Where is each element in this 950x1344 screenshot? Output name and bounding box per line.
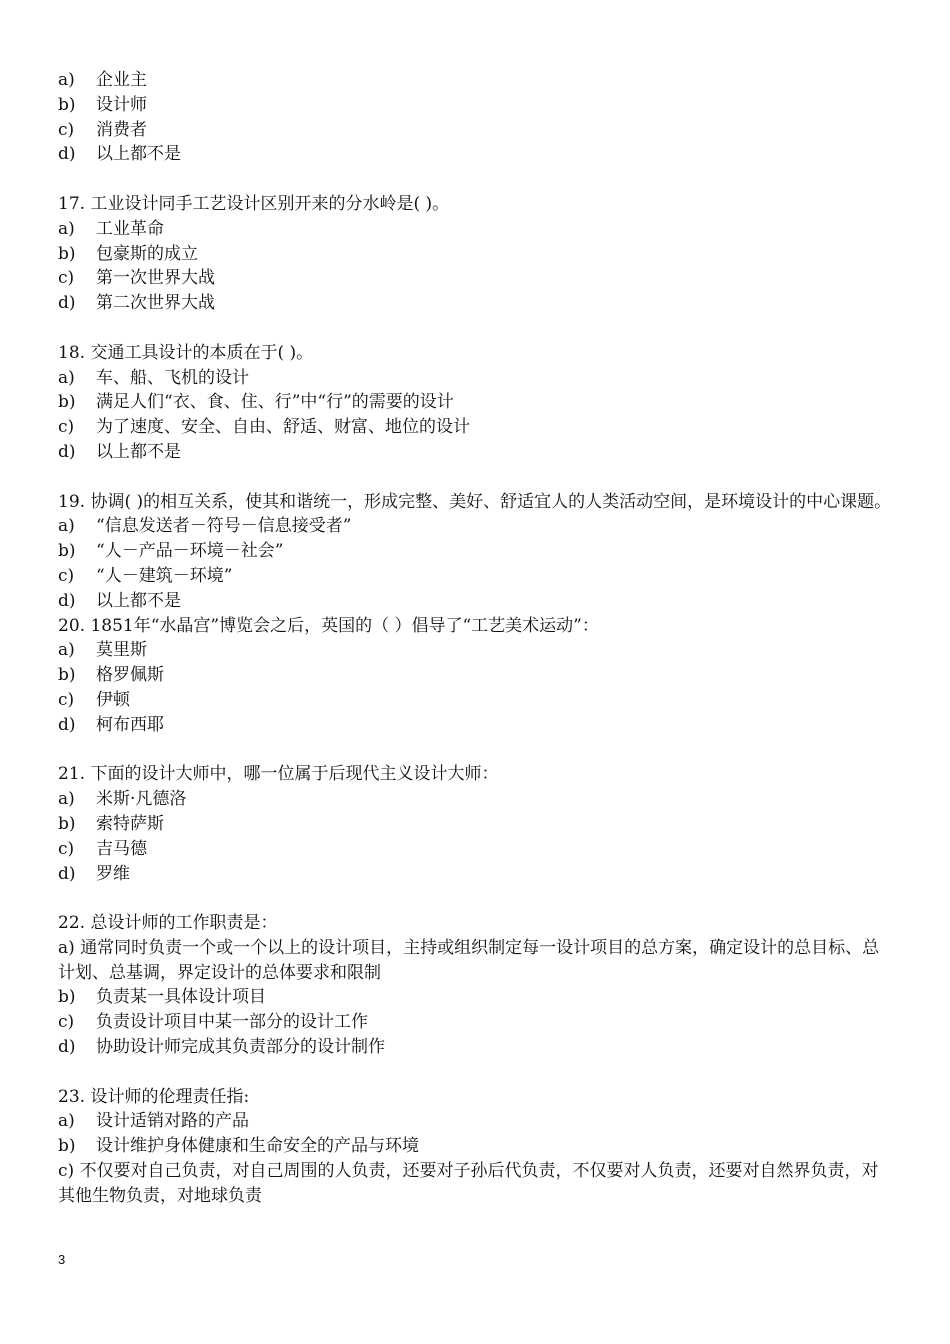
option-b: b) 包豪斯的成立: [58, 243, 198, 264]
option-a: a) “信息发送者－符号－信息接受者”: [58, 516, 352, 537]
question-stem: 20. 1851年“水晶宫”博览会之后，英国的（ ）倡导了“工艺美术运动”：: [58, 615, 599, 636]
question-stem: 17. 工业设计同手工艺设计区别开来的分水岭是( )。: [58, 193, 450, 214]
option-d: d) 罗维: [58, 863, 130, 884]
question-21-block: [58, 762, 894, 886]
option-d: d) 协助设计师完成其负责部分的设计制作: [58, 1037, 385, 1058]
question-20-block: [58, 614, 894, 738]
option-b: b) 格罗佩斯: [58, 665, 164, 686]
question-stem: 19. 协调( )的相互关系，使其和谐统一，形成完整、美好、舒适宜人的人类活动空间，是环境设计的中心课题。: [58, 491, 892, 512]
option-a: a) 莫里斯: [58, 640, 147, 661]
option-b: b) 索特萨斯: [58, 813, 164, 834]
option-d: d) 第二次世界大战: [58, 293, 215, 314]
option-c: c) 消费者: [58, 119, 147, 140]
option-c: c) 伊顿: [58, 689, 130, 710]
option-c: c) 为了速度、安全、自由、舒适、财富、地位的设计: [58, 417, 470, 438]
question-stem: 18. 交通工具设计的本质在于( )。: [58, 342, 314, 363]
option-c: c) 负责设计项目中某一部分的设计工作: [58, 1012, 368, 1033]
question-23-block: [58, 1085, 894, 1209]
option-a: a) 通常同时负责一个或一个以上的设计项目，主持或组织制定每一设计项目的总方案，确定设计的总目标、总计划、总基调，界定设计的总体要求和限制: [58, 937, 880, 983]
option-b: b) 设计维护身体健康和生命安全的产品与环境: [58, 1136, 419, 1157]
question-18-block: [58, 341, 894, 465]
question-stem: 23. 设计师的伦理责任指:: [58, 1086, 250, 1107]
option-d: d) 柯布西耶: [58, 714, 164, 735]
question-16-block: [58, 68, 894, 167]
option-b: b) “人－产品－环境－社会”: [58, 541, 284, 562]
option-a: a) 米斯·凡德洛: [58, 789, 187, 810]
question-19-block: [58, 490, 894, 614]
question-17-block: [58, 192, 894, 316]
option-d: d) 以上都不是: [58, 441, 181, 462]
option-c: c) 第一次世界大战: [58, 268, 215, 289]
option-c: c) “人－建筑－环境”: [58, 565, 233, 586]
option-a: a) 车、船、飞机的设计: [58, 367, 249, 388]
question-stem: 22. 总设计师的工作职责是：: [58, 913, 278, 934]
option-c: c) 吉马德: [58, 838, 147, 859]
option-a: a) 设计适销对路的产品: [58, 1111, 249, 1132]
question-stem: 21. 下面的设计大师中，哪一位属于后现代主义设计大师：: [58, 764, 499, 785]
option-d: d) 以上都不是: [58, 590, 181, 611]
option-b: b) 设计师: [58, 94, 147, 115]
option-b: b) 负责某一具体设计项目: [58, 987, 266, 1008]
option-a: a) 企业主: [58, 70, 147, 90]
question-list: [58, 68, 894, 1209]
page-number: 3: [58, 1252, 66, 1267]
option-b: b) 满足人们“衣、食、住、行”中“行”的需要的设计: [58, 392, 454, 413]
option-a: a) 工业革命: [58, 218, 164, 239]
option-d: d) 以上都不是: [58, 144, 181, 165]
question-22-block: [58, 911, 894, 1060]
option-c: c) 不仅要对自己负责，对自己周围的人负责，还要对子孙后代负责，不仅要对人负责，还要对自然界负责，对其他生物负责，对地球负责: [58, 1161, 879, 1206]
